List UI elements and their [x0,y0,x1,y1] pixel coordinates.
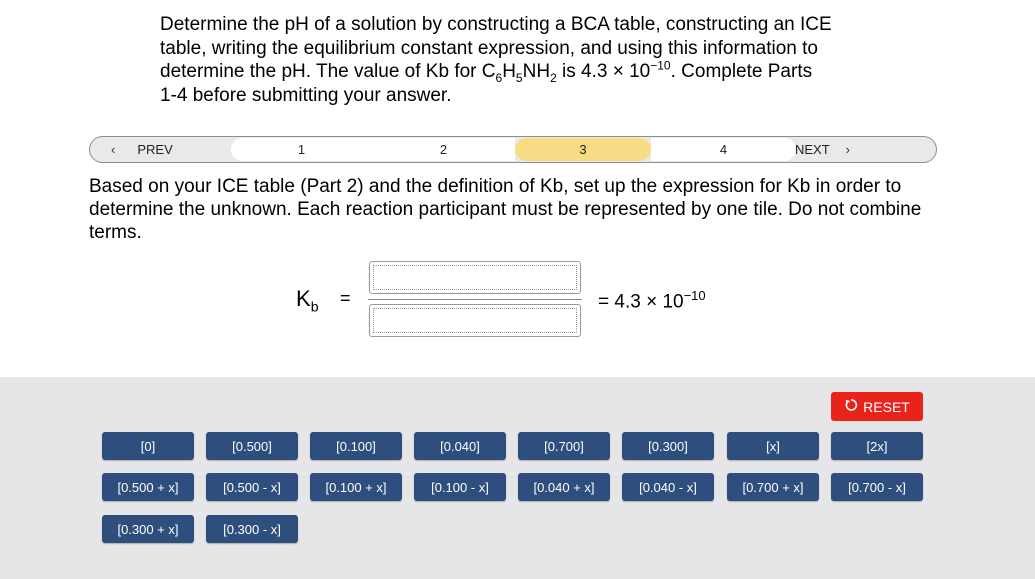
question-line-3: determine the pH. The value of Kb for C [160,61,496,82]
tile[interactable]: [0.300 - x] [206,515,298,543]
tile[interactable]: [0.040 + x] [518,473,610,501]
step-2[interactable] [372,138,515,161]
tile[interactable]: [0.500 + x] [102,473,194,501]
denominator-drop-zone[interactable] [369,304,581,337]
prev-button[interactable] [91,138,232,161]
tile[interactable]: [x] [727,432,819,460]
rhs-text: = 4.3 × 10 [598,291,684,313]
chevron-left-icon: ‹ [111,142,116,157]
kb-value-rhs [598,288,706,313]
question-line-3-end: . Complete Parts [670,61,813,82]
formula-part: H [502,61,516,82]
reset-button[interactable] [831,392,923,421]
tile[interactable]: [0.500 - x] [206,473,298,501]
formula-subscript: 5 [515,70,523,85]
tile[interactable]: [0.100 + x] [310,473,402,501]
formula-subscript: 2 [550,70,557,85]
kb-value: is 4.3 × 10 [556,61,651,82]
tile[interactable]: [0.040 - x] [622,473,714,501]
tile[interactable]: [0.300] [622,432,714,460]
fraction-bar [368,299,582,300]
tile[interactable]: [0.500] [206,432,298,460]
kb-label [296,286,318,314]
tile[interactable]: [0.100] [310,432,402,460]
step-label: 1 [297,142,306,157]
numerator-drop-zone[interactable] [369,261,581,294]
step-label: 4 [719,142,728,157]
step-label: 2 [439,142,448,157]
tile[interactable]: [2x] [831,432,923,460]
prev-label: PREV [137,142,173,157]
tile[interactable]: [0.300 + x] [102,515,194,543]
step-4[interactable] [651,138,796,161]
chevron-right-icon: › [845,142,851,157]
step-3-active[interactable] [515,138,651,161]
tile[interactable]: [0] [102,432,194,460]
tile[interactable]: [0.700 + x] [727,473,819,501]
reset-label: RESET [863,398,910,415]
tile[interactable]: [0.100 - x] [414,473,506,501]
instructions-text: Based on your ICE table (Part 2) and the definition of Kb, set up the expression for Kb in order to determine the unknown. Each reaction participant must be represented by one tile. Do not combine terms. [89,176,922,243]
tile[interactable]: [0.700] [518,432,610,460]
rhs-exponent: −10 [683,288,706,303]
formula-part: NH [522,61,551,82]
tile[interactable]: [0.700 - x] [831,473,923,501]
step-label: 3 [579,142,587,157]
reset-icon [844,398,858,416]
question-line-2: table, writing the equilibrium constant expression, and using this information to [160,37,818,59]
question-line-1: Determine the pH of a solution by constructing a BCA table, constructing an ICE [160,14,832,35]
kb-exponent: −10 [650,58,671,73]
next-label: NEXT [795,142,830,157]
next-button[interactable] [795,138,935,161]
tile[interactable]: [0.040] [414,432,506,460]
step-1[interactable] [231,138,372,161]
step-navigation [89,136,937,163]
kb-k: K [296,286,311,311]
kb-subscript: b [310,298,319,315]
question-line-4: 1-4 before submitting your answer. [160,84,452,106]
equals-sign: = [340,288,351,308]
question-text [160,13,880,107]
formula-subscript: 6 [495,70,503,85]
